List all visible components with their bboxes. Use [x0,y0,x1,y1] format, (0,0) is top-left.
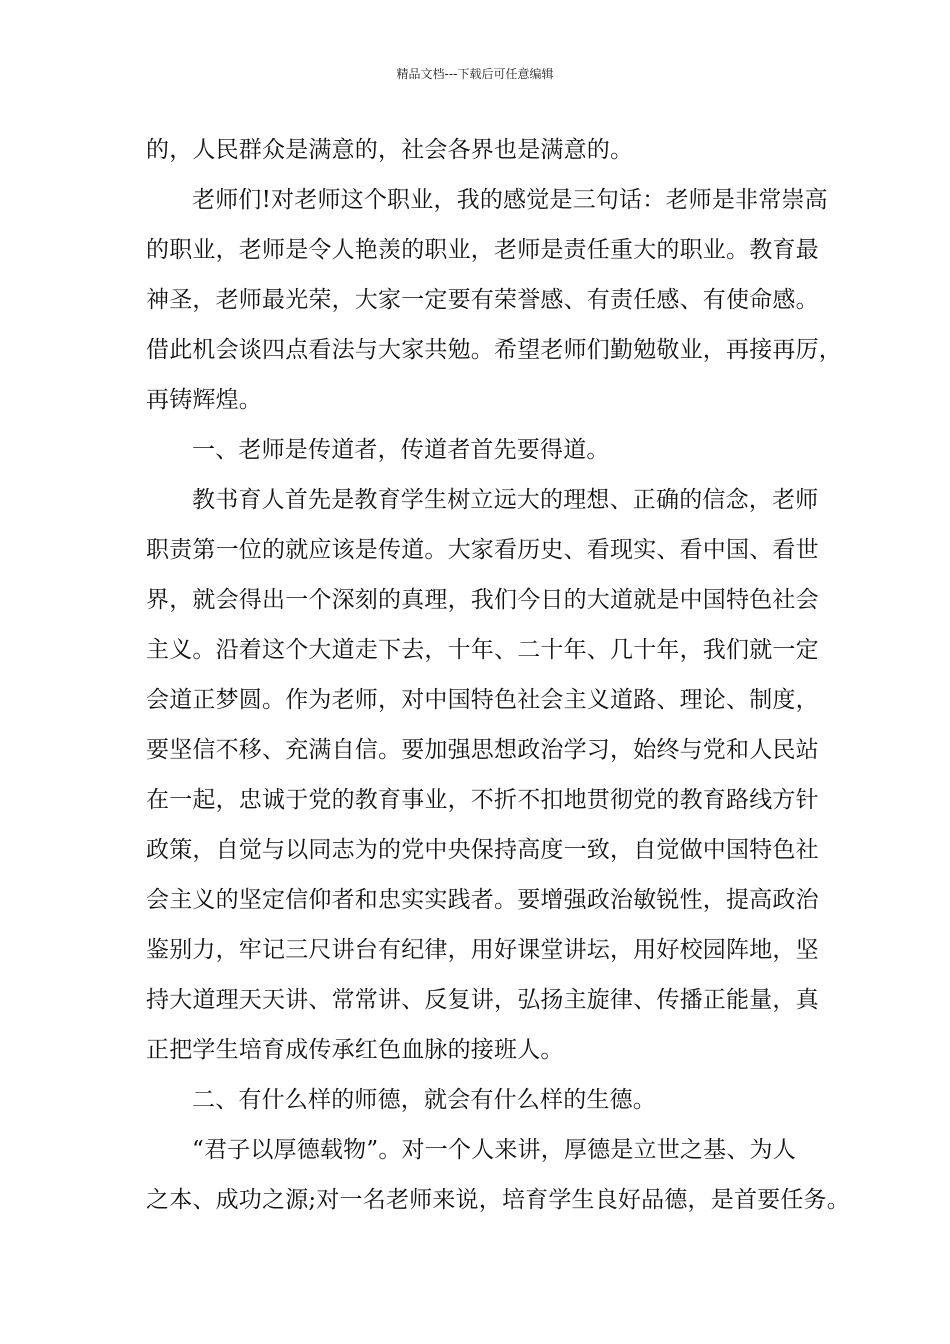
paragraph-start-line: “君子以厚德载物”。对一个人来讲，厚德是立世之基、为人 [192,1137,796,1163]
text-line: 借此机会谈四点看法与大家共勉。希望老师们勤勉敬业，再接再厉， [146,337,842,363]
text-line: 再铸辉煌。 [146,387,262,413]
text-line: 之本、成功之源;对一名老师来说，培育学生良好品德，是首要任务。 [146,1187,850,1213]
section-heading-1: 一、老师是传道者，传道者首先要得道。 [192,437,610,463]
text-line: 神圣，老师最光荣，大家一定要有荣誉感、有责任感、有使命感。 [146,287,819,313]
paragraph-start-line: 教书育人首先是教育学生树立远大的理想、正确的信念，老师 [192,487,819,513]
text-line: 在一起，忠诚于党的教育事业，不折不扣地贯彻党的教育路线方针 [146,787,819,813]
text-line: 的职业，老师是令人艳羡的职业，老师是责任重大的职业。教育最 [146,237,819,263]
document-body [146,125,850,1225]
text-line: 会道正梦圆。作为老师，对中国特色社会主义道路、理论、制度， [146,687,819,713]
text-line: 的，人民群众是满意的，社会各界也是满意的。 [146,137,634,163]
page-header: 精品文档---下载后可任意编辑 [396,67,554,81]
text-line: 鉴别力，牢记三尺讲台有纪律，用好课堂讲坛，用好校园阵地，坚 [146,937,819,963]
section-heading-2: 二、有什么样的师德，就会有什么样的生德。 [192,1087,656,1113]
text-line: 职责第一位的就应该是传道。大家看历史、看现实、看中国、看世 [146,537,819,563]
text-line: 持大道理天天讲、常常讲、反复讲，弘扬主旋律、传播正能量，真 [146,987,819,1013]
paragraph-start-line: 老师们!对老师这个职业，我的感觉是三句话：老师是非常崇高 [192,187,828,213]
text-line: 界，就会得出一个深刻的真理，我们今日的大道就是中国特色社会 [146,587,819,613]
text-line: 要坚信不移、充满自信。要加强思想政治学习，始终与党和人民站 [146,737,819,763]
text-line: 会主义的坚定信仰者和忠实实践者。要增强政治敏锐性，提高政治 [146,887,819,913]
text-line: 正把学生培育成传承红色血脉的接班人。 [146,1037,564,1063]
text-line: 政策，自觉与以同志为的党中央保持高度一致，自觉做中国特色社 [146,837,819,863]
text-line: 主义。沿着这个大道走下去，十年、二十年、几十年，我们就一定 [146,637,819,663]
